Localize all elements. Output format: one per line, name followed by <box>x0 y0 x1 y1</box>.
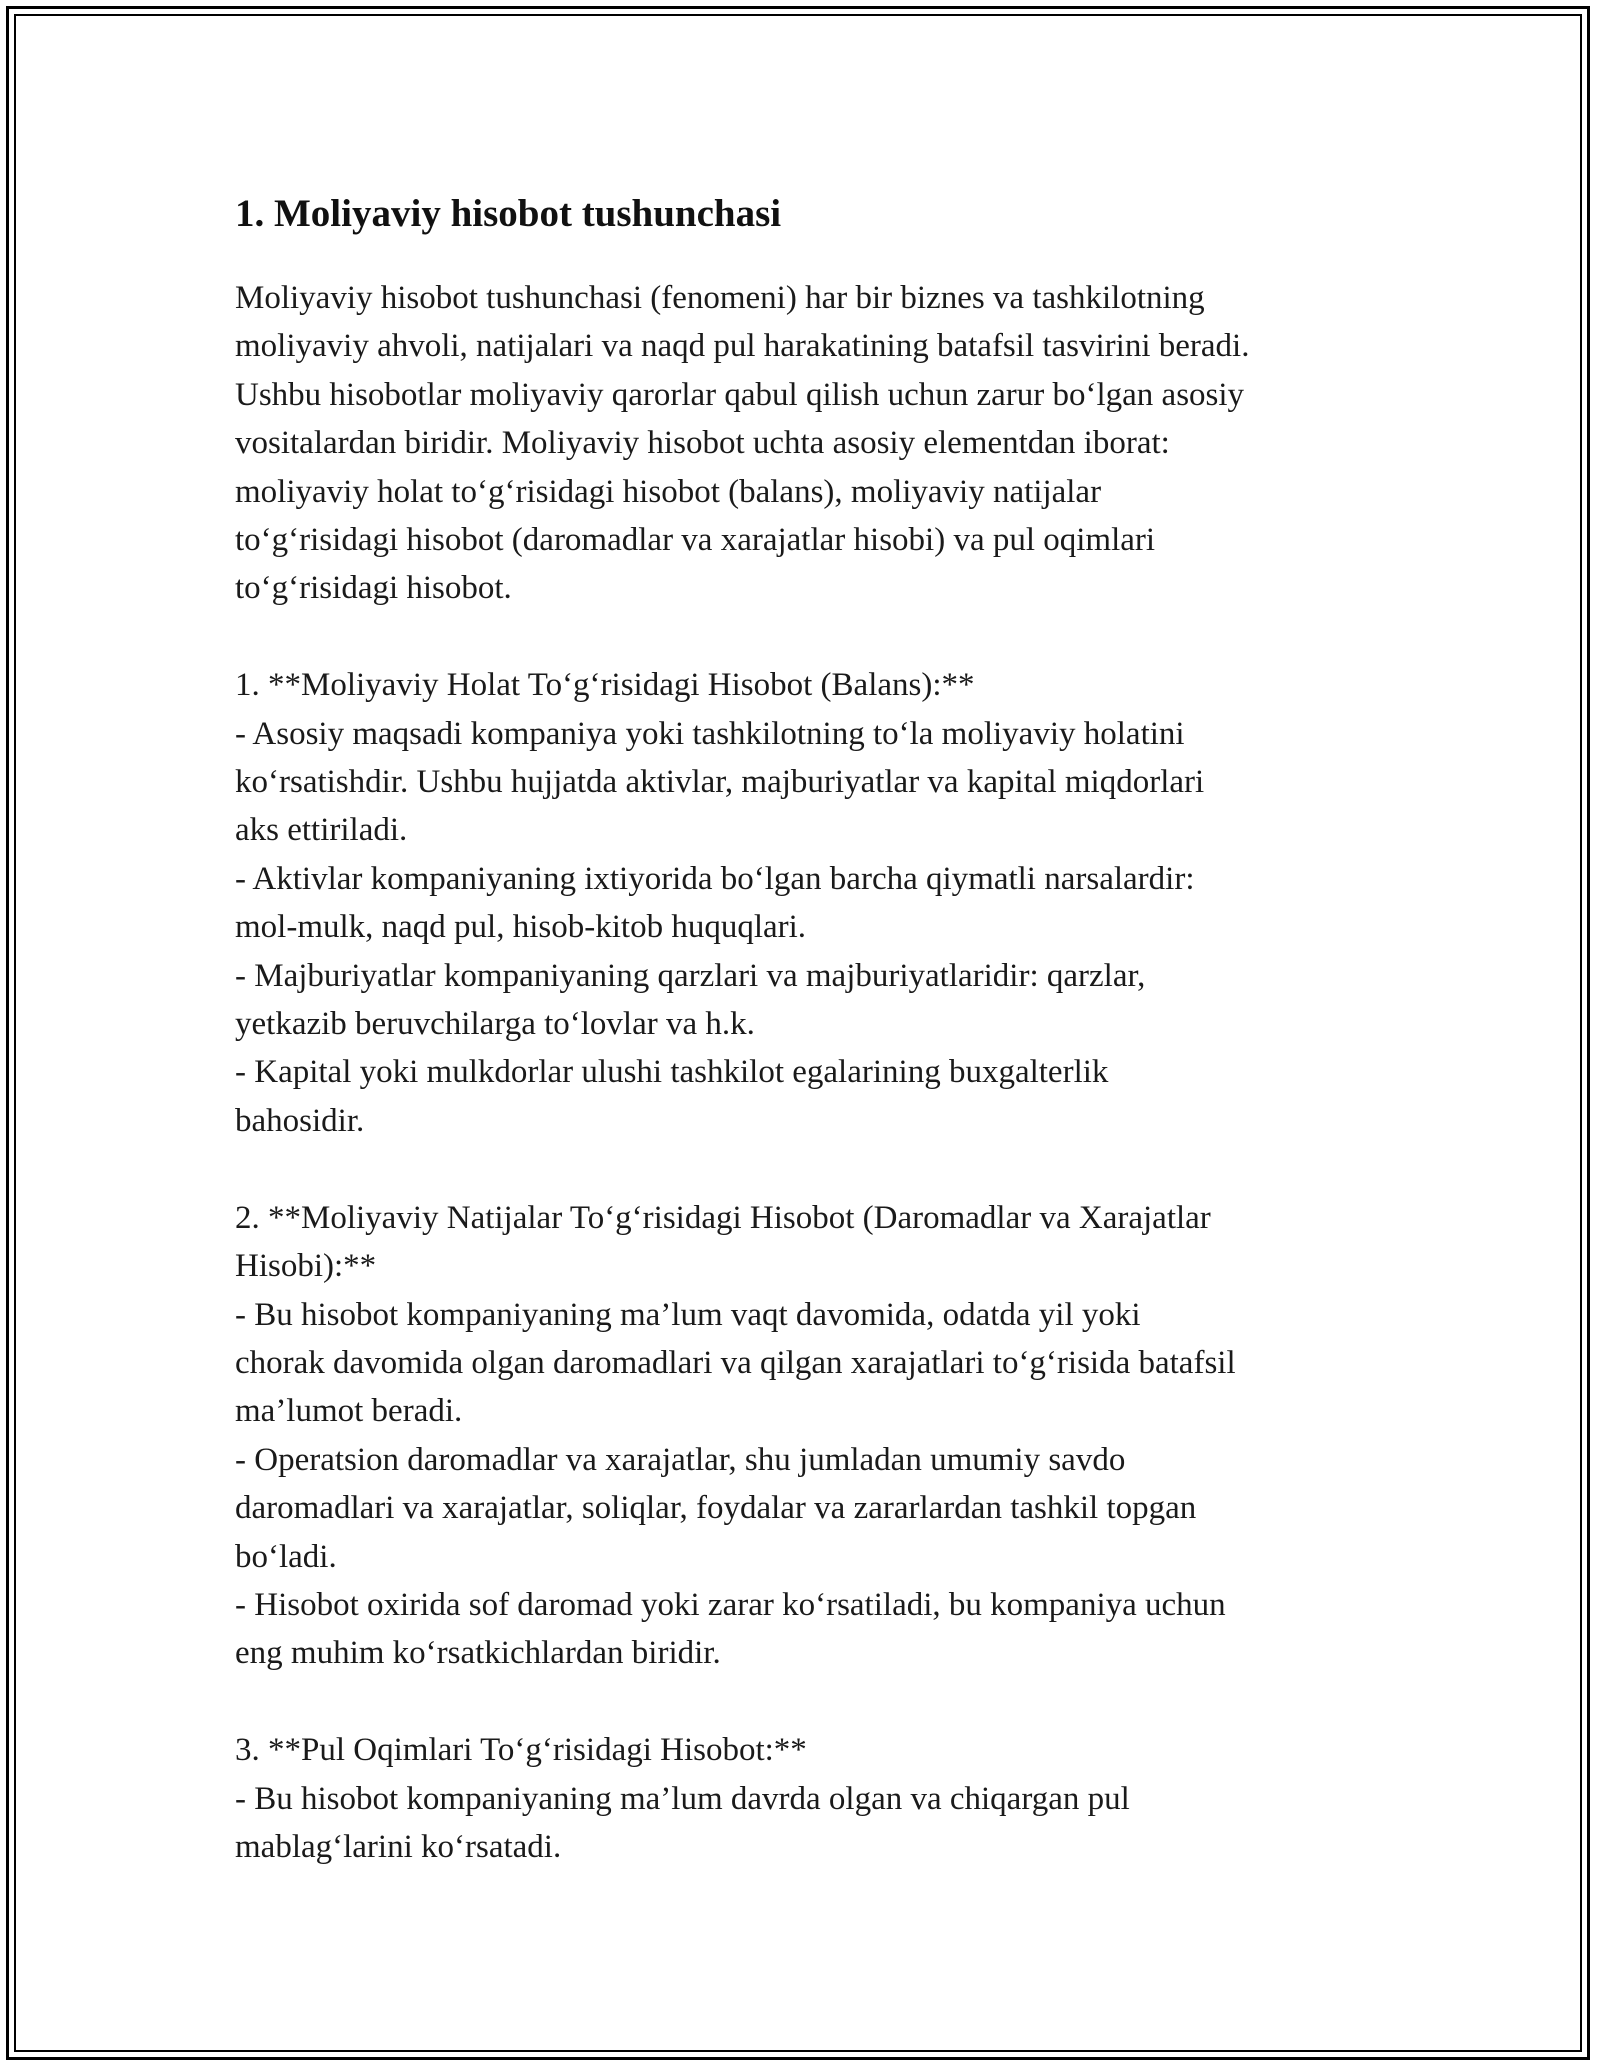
document-content <box>235 184 1375 1871</box>
document-heading: 1. Moliyaviy hisobot tushunchasi <box>235 192 782 235</box>
intro-paragraph: Moliyaviy hisobot tushunchasi (fenomeni) har bir biznes va tashkilotning moliyaviy ahvoli, natijalari va naqd pul harakatining batafsil tasvirini beradi. Ushbu hisobotlar moliyaviy qarorlar qabul qilish uchun zarur bo‘lgan asosiy vositalardan biridir. Moliyaviy hisobot uchta asosiy elementdan iborat: moliyaviy holat to‘g‘risidagi hisobot (balans), moliyaviy natijalar to‘g‘risidagi hisobot (daromadlar va xarajatlar hisobi) va pul oqimlari to‘g‘risidagi hisobot. <box>235 280 1250 607</box>
section-cash-flow: 3. **Pul Oqimlari To‘g‘risidagi Hisobot:** - Bu hisobot kompaniyaning ma’lum davrda olgan va chiqargan pul mablag‘larini ko‘rsatadi. <box>235 1732 1130 1865</box>
section-balance: 1. **Moliyaviy Holat To‘g‘risidagi Hisobot (Balans):** - Asosiy maqsadi kompaniya yoki tashkilotning to‘la moliyaviy holatini ko‘rsatishdir. Ushbu hujjatda aktivlar, majburiyatlar va kapital miqdorlari aks ettiriladi. - Aktivlar kompaniyaning ixtiyorida bo‘lgan barcha qiymatli narsalardir: mol-mulk, naqd pul, hisob-kitob huquqlari. - Majburiyatlar kompaniyaning qarzlari va majburiyatlaridir: qarzlar, yetkazib beruvchilarga to‘lovlar va h.k. - Kapital yoki mulkdorlar ulushi tashkilot egalarining buxgalterlik bahosidir. <box>235 667 1205 1139</box>
section-income-statement: 2. **Moliyaviy Natijalar To‘g‘risidagi Hisobot (Daromadlar va Xarajatlar Hisobi):** - Bu hisobot kompaniyaning ma’lum vaqt davomida, odatda yil yoki chorak davomida olgan daromadlari va qilgan xarajatlari to‘g‘risida batafsil ma’lumot beradi. - Operatsion daromadlar va xarajatlar, shu jumladan umumiy savdo daromadlari va xarajatlar, soliqlar, foydalar va zararlardan tashkil topgan bo‘ladi. - Hisobot oxirida sof daromad yoki zarar ko‘rsatiladi, bu kompaniya uchun eng muhim ko‘rsatkichlardan biridir. <box>235 1199 1236 1672</box>
